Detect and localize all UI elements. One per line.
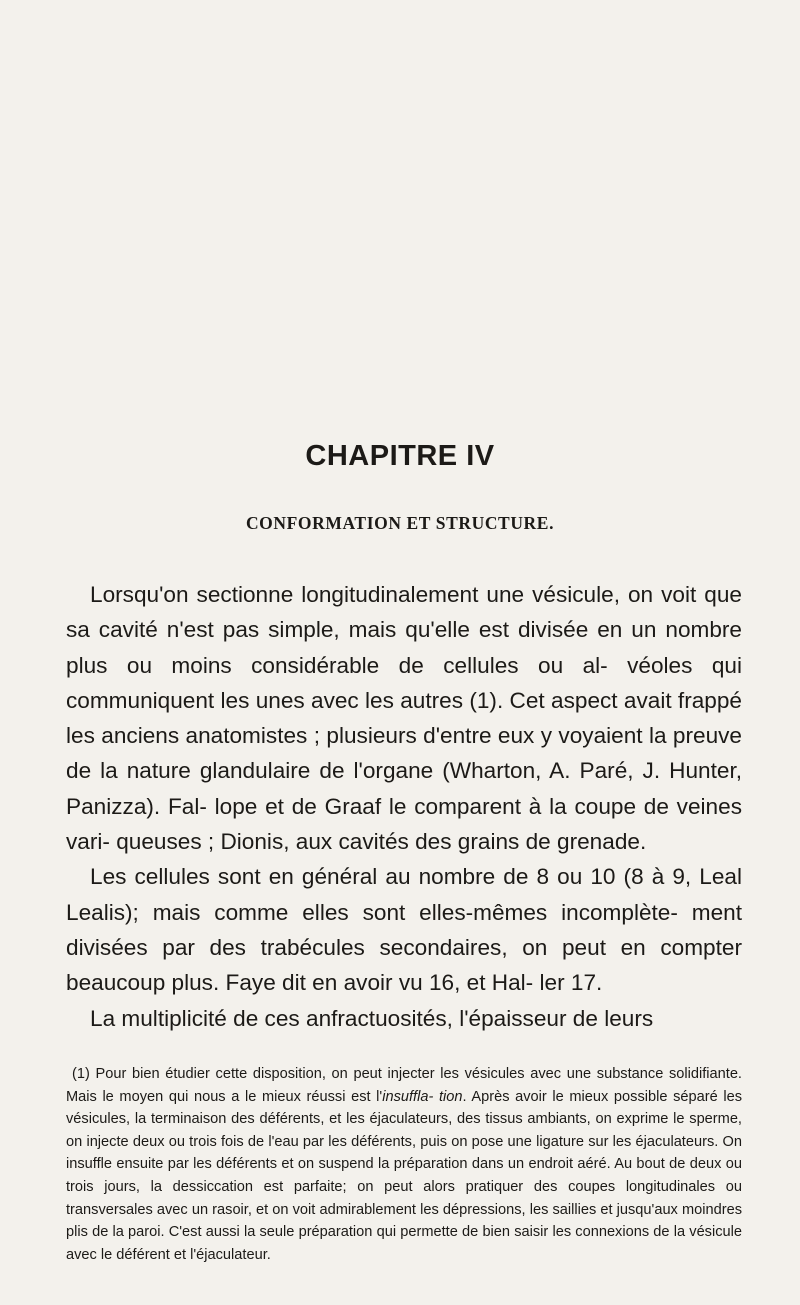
footnote	[66, 1063, 742, 1266]
paragraph-1: Lorsqu'on sectionne longitudinalement une vésicule, on voit que sa cavité n'est pas simple, mais qu'elle est divisée en un nombre plus ou moins considérable de cellules ou al- véoles qui communiquent les unes avec les autres (1). Cet aspect avait frappé les anciens anatomistes ; plusieurs d'entre eux y voyaient la preuve de la nature glandulaire de l'organe (Wharton, A. Paré, J. Hunter, Panizza). Fal- lope et de Graaf le comparent à la coupe de veines vari- queuses ; Dionis, aux cavités des grains de grenade.	[66, 582, 742, 855]
footnote-text-start: (1) Pour bien étudier cette disposition, on peut injecter les vésicules avec une substance solidifiante. Mais le moyen qui nous a le mieux réussi est l'	[66, 1066, 742, 1105]
body-text	[66, 577, 742, 1036]
paragraph-3: La multiplicité de ces anfractuosités, l'épaisseur de leurs	[90, 1005, 654, 1031]
footnote-text-end: . Après avoir le mieux possible séparé les vésicules, la terminaison des déférents, et les éjaculateurs, des tissus ambiants, on exprime le sperme, on injecte deux ou trois fois de l'eau par les déférents, puis on pose une ligature sur les éjaculateurs. On insuffle ensuite par les déférents et on suspend la préparation dans un endroit aéré. Au bout de deux ou trois jours, la dessiccation est parfaite; on peut alors pratiquer des coupes longitudinales ou transversales avec un rasoir, et on voit admirablement les dépressions, les saillies et jusqu'aux moindres plis de la paroi. C'est aussi la seule préparation qui permette de bien saisir les connexions de la vésicule avec le déférent et l'éjaculateur.	[66, 1088, 742, 1263]
footnote-italic-term: insuffla- tion	[382, 1088, 463, 1105]
section-title: CONFORMATION ET STRUCTURE.	[245, 513, 555, 533]
chapter-title: CHAPITRE IV	[305, 440, 495, 472]
paragraph-2: Les cellules sont en général au nombre de 8 ou 10 (8 à 9, Leal Lealis); mais comme elles sont elles-mêmes incomplète- ment divisées par des trabécules secondaires, on peut en compter beaucoup plus. Faye dit en avoir vu 16, et Hal- ler 17.	[66, 864, 742, 996]
